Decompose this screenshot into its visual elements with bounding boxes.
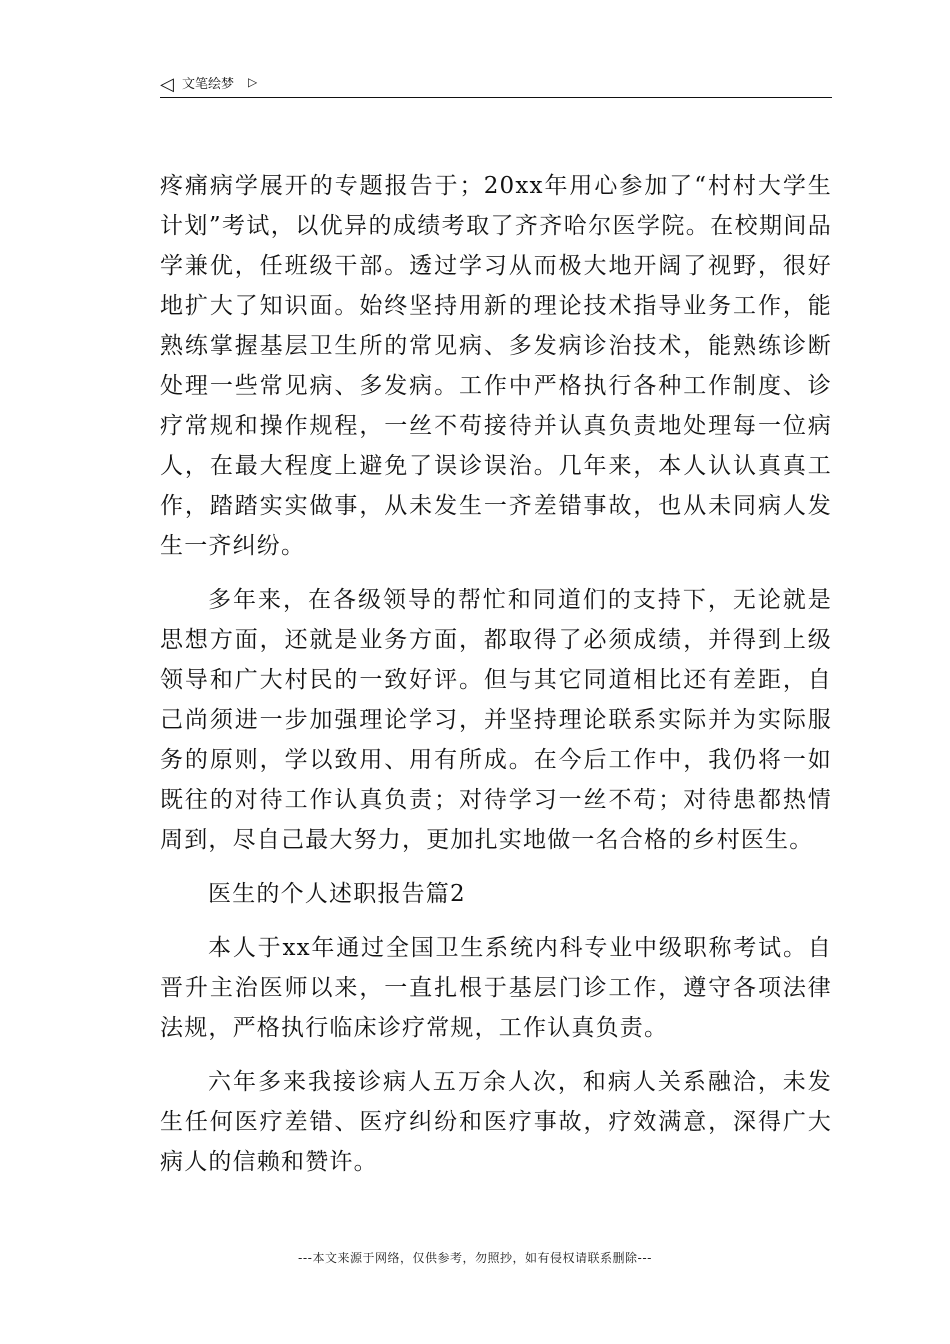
paragraph-2: 多年来，在各级领导的帮忙和同道们的支持下，无论就是思想方面，还就是业务方面，都取得了必须成绩，并得到上级领导和广大村民的一致好评。但与其它同道相比还有差距，自己尚须进一步加强理论学习，并坚持理论联系实际并为实际服务的原则，学以致用、用有所成。在今后工作中，我仍将一如既往的对待工作认真负责；对待学习一丝不苟；对待患都热情周到，尽自己最大努力，更加扎实地做一名合格的乡村医生。 bbox=[160, 587, 832, 853]
page-footer-disclaimer: ---本文来源于网络，仅供参考，勿照抄，如有侵权请联系删除--- bbox=[298, 1251, 652, 1265]
paragraph-3: 本人于xx年通过全国卫生系统内科专业中级职称考试。自晋升主治医师以来，一直扎根于基层门诊工作，遵守各项法律法规，严格执行临床诊疗常规，工作认真负责。 bbox=[160, 935, 832, 1041]
paragraph-4: 六年多来我接诊病人五万余人次，和病人关系融洽，未发生任何医疗差错、医疗纠纷和医疗事故，疗效满意，深得广大病人的信赖和赞许。 bbox=[160, 1069, 832, 1175]
section-heading: 医生的个人述职报告篇2 bbox=[208, 881, 466, 907]
triangle-left-icon: ◁ bbox=[160, 74, 174, 95]
header-title: 文笔绘梦 bbox=[182, 77, 235, 92]
paragraph-1: 疼痛病学展开的专题报告于；20xx年用心参加了“村村大学生计划”考试，以优异的成绩考取了齐齐哈尔医学院。在校期间品学兼优，任班级干部。透过学习从而极大地开阔了视野，很好地扩大了知识面。始终坚持用新的理论技术指导业务工作，能熟练掌握基层卫生所的常见病、多发病诊治技术，能熟练诊断处理一些常见病、多发病。工作中严格执行各种工作制度、诊疗常规和操作规程，一丝不苟接待并认真负责地处理每一位病人，在最大程度上避免了误诊误治。几年来，本人认认真真工作，踏踏实实做事，从未发生一齐差错事故，也从未同病人发生一齐纠纷。 bbox=[160, 173, 832, 559]
header-divider bbox=[160, 97, 832, 98]
document-body bbox=[160, 166, 832, 1196]
triangle-right-icon: ▷ bbox=[248, 75, 258, 89]
page-header bbox=[160, 74, 832, 98]
